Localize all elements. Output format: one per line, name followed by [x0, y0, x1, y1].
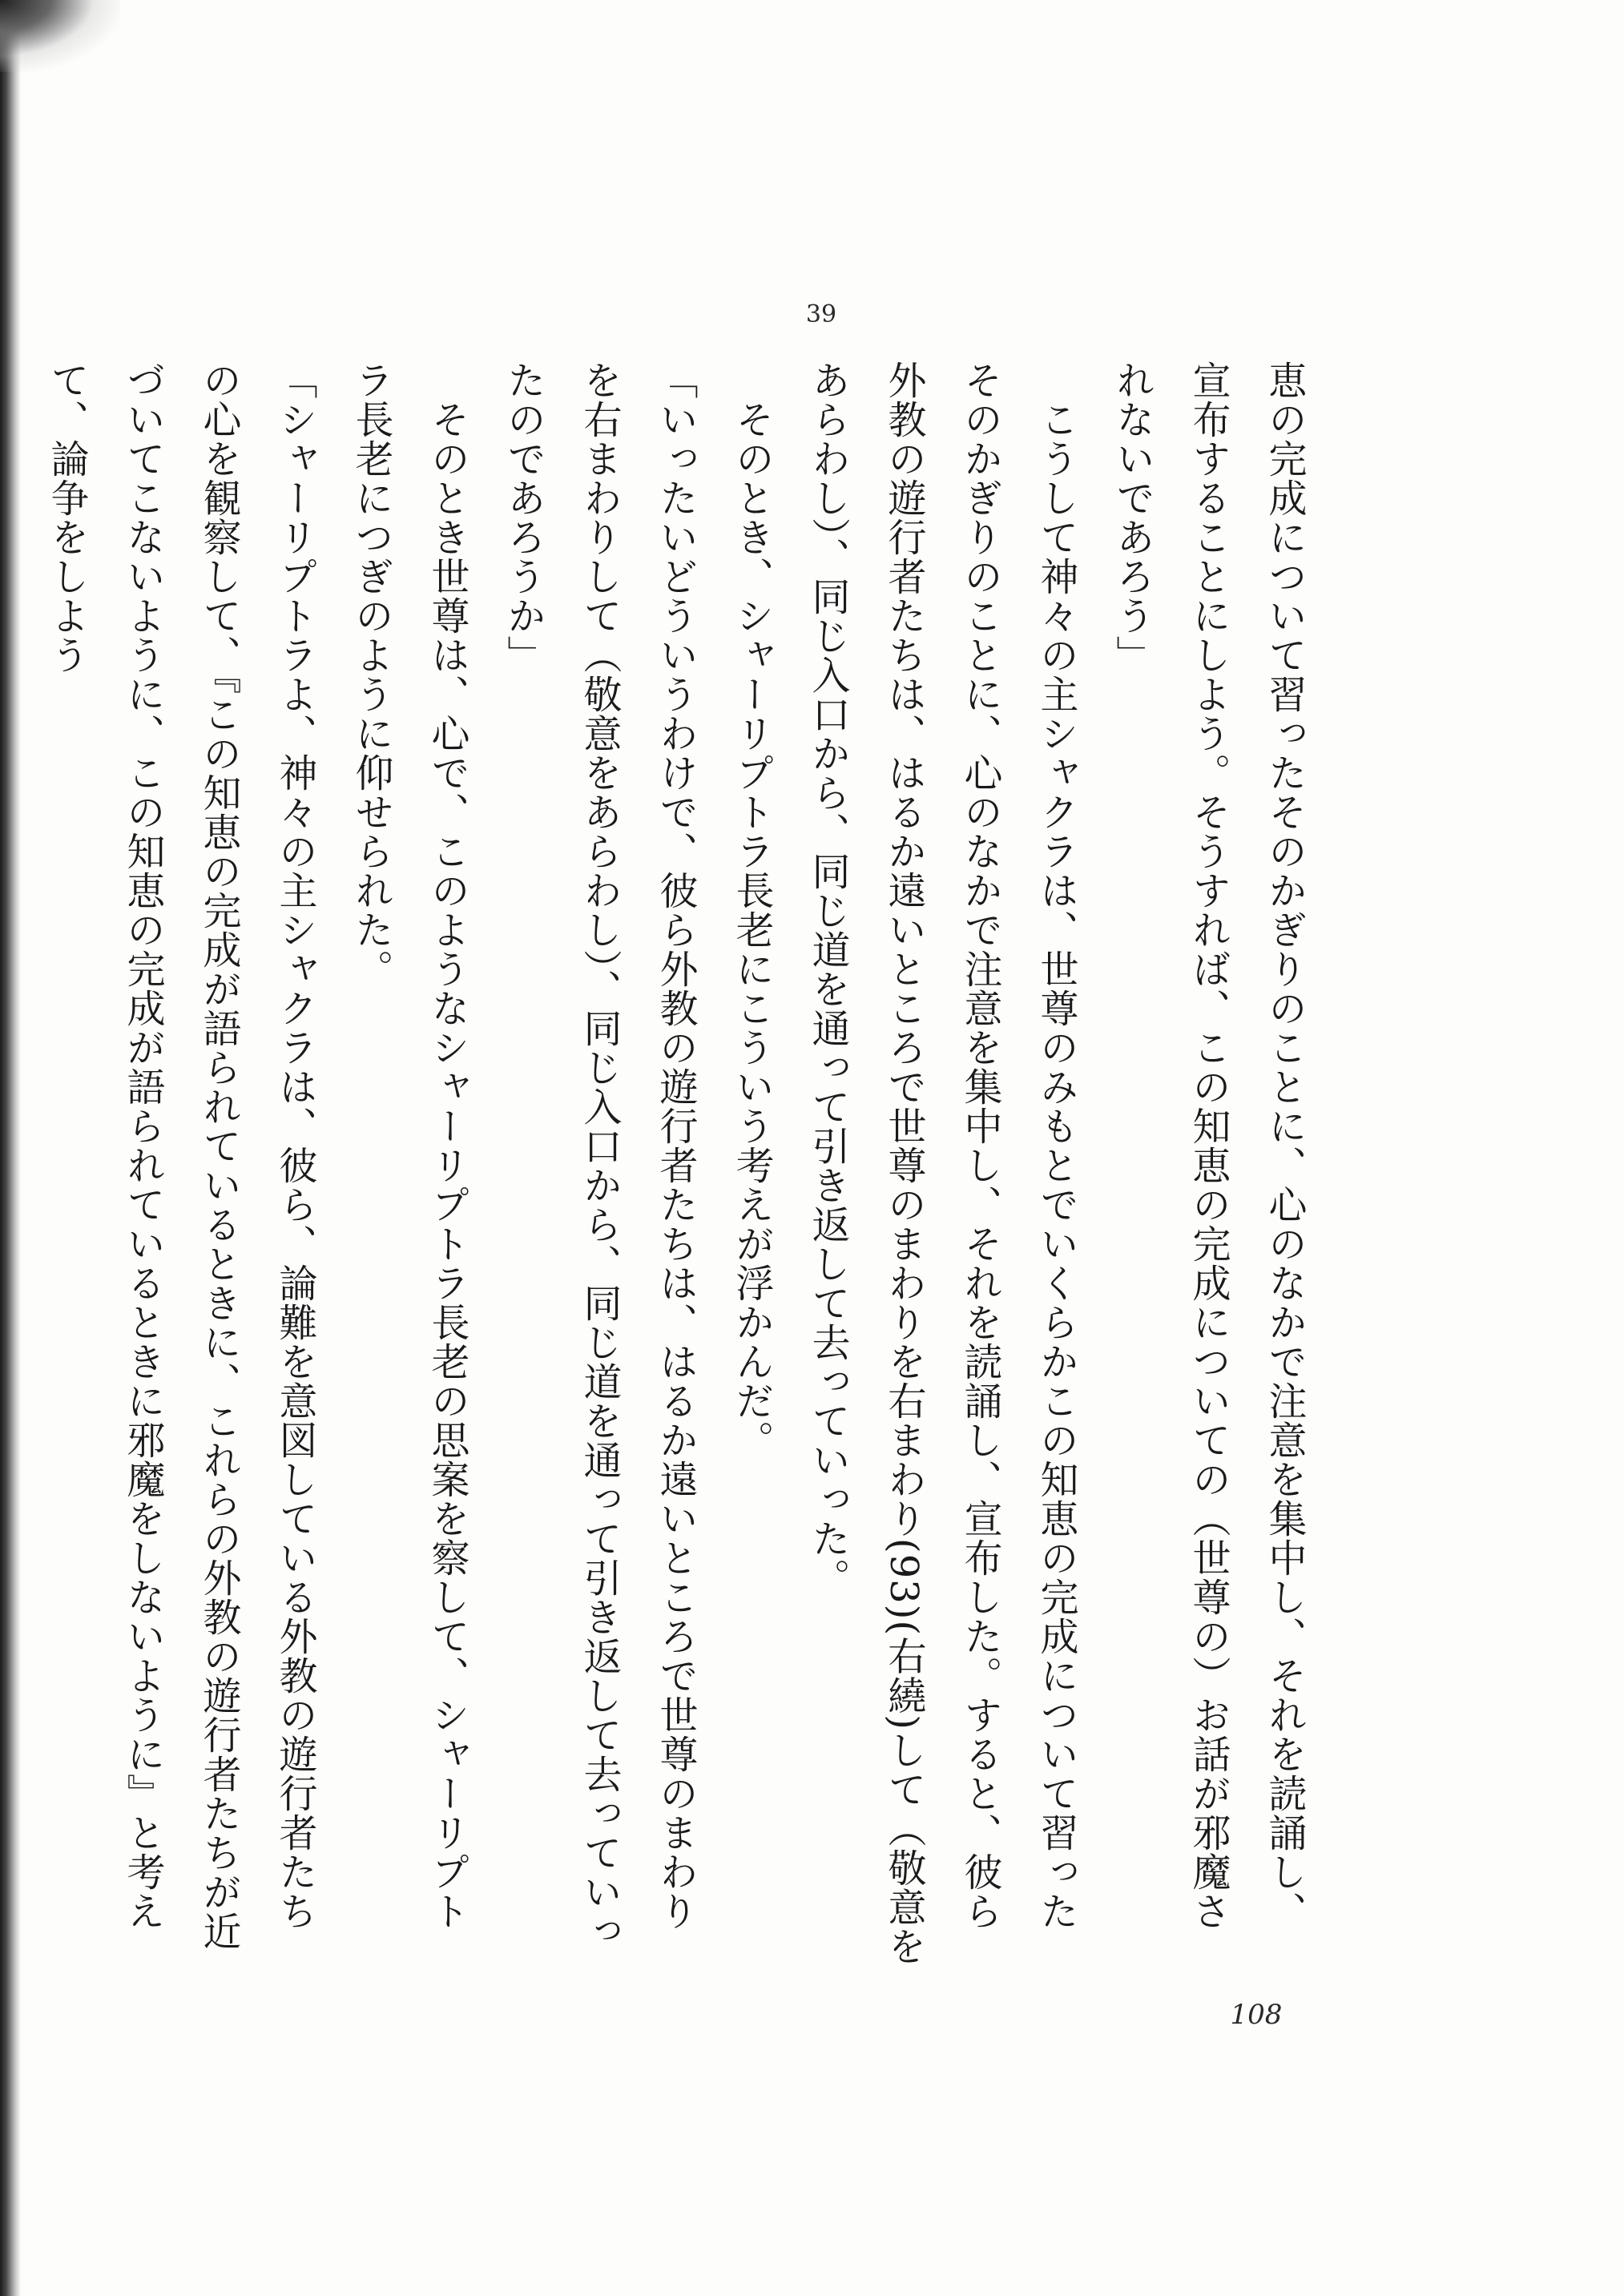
paragraph: そのとき世尊は、心で、このようなシャーリプトラ長老の思案を察して、シャーリプトラ長老につぎのように仰せられた。 — [349, 361, 469, 1931]
section-number: 39 — [805, 300, 837, 328]
paragraph: 恵の完成について習ったそのかぎりのことに、心のなかで注意を集中し、それを読誦し、宣布することにしよう。そうすれば、この知恵の完成についての（世尊の）お話が邪魔されないであろう」 — [1110, 361, 1307, 1931]
paragraph: 「いったいどういうわけで、彼ら外教の遊行者たちは、はるか遠いところで世尊のまわりを右まわりして（敬意をあらわし）、同じ入口から、同じ道を通って引き返して去っていったのであろうか」 — [501, 361, 698, 1951]
paragraph: 「シャーリプトラよ、神々の主シャクラは、彼ら、論難を意図している外教の遊行者たちの心を観察して、『この知恵の完成が語られているときに、これらの外教の遊行者たちが近づいてこないように、この知恵の完成が語られているときに邪魔をしないように』と考えて、論争をしよう — [44, 361, 317, 1951]
paragraph: こうして神々の主シャクラは、世尊のみもとでいくらかこの知恵の完成について習ったそのかぎりのことに、心のなかで注意を集中し、それを読誦し、宣布した。すると、彼ら外教の遊行者たちは、はるか遠いところで世尊のまわりを右まわり(93)(右繞)して（敬意をあらわし）、同じ入口から、同じ道を通って引き返して去っていった。 — [805, 361, 1078, 1966]
vertical-body-text — [44, 361, 1322, 1967]
corner-shadow — [0, 0, 120, 72]
binding-shadow — [0, 0, 21, 2296]
paragraph: そのとき、シャーリプトラ長老にこういう考えが浮かんだ。 — [729, 361, 774, 1460]
page-number: 108 — [1230, 1999, 1283, 2031]
